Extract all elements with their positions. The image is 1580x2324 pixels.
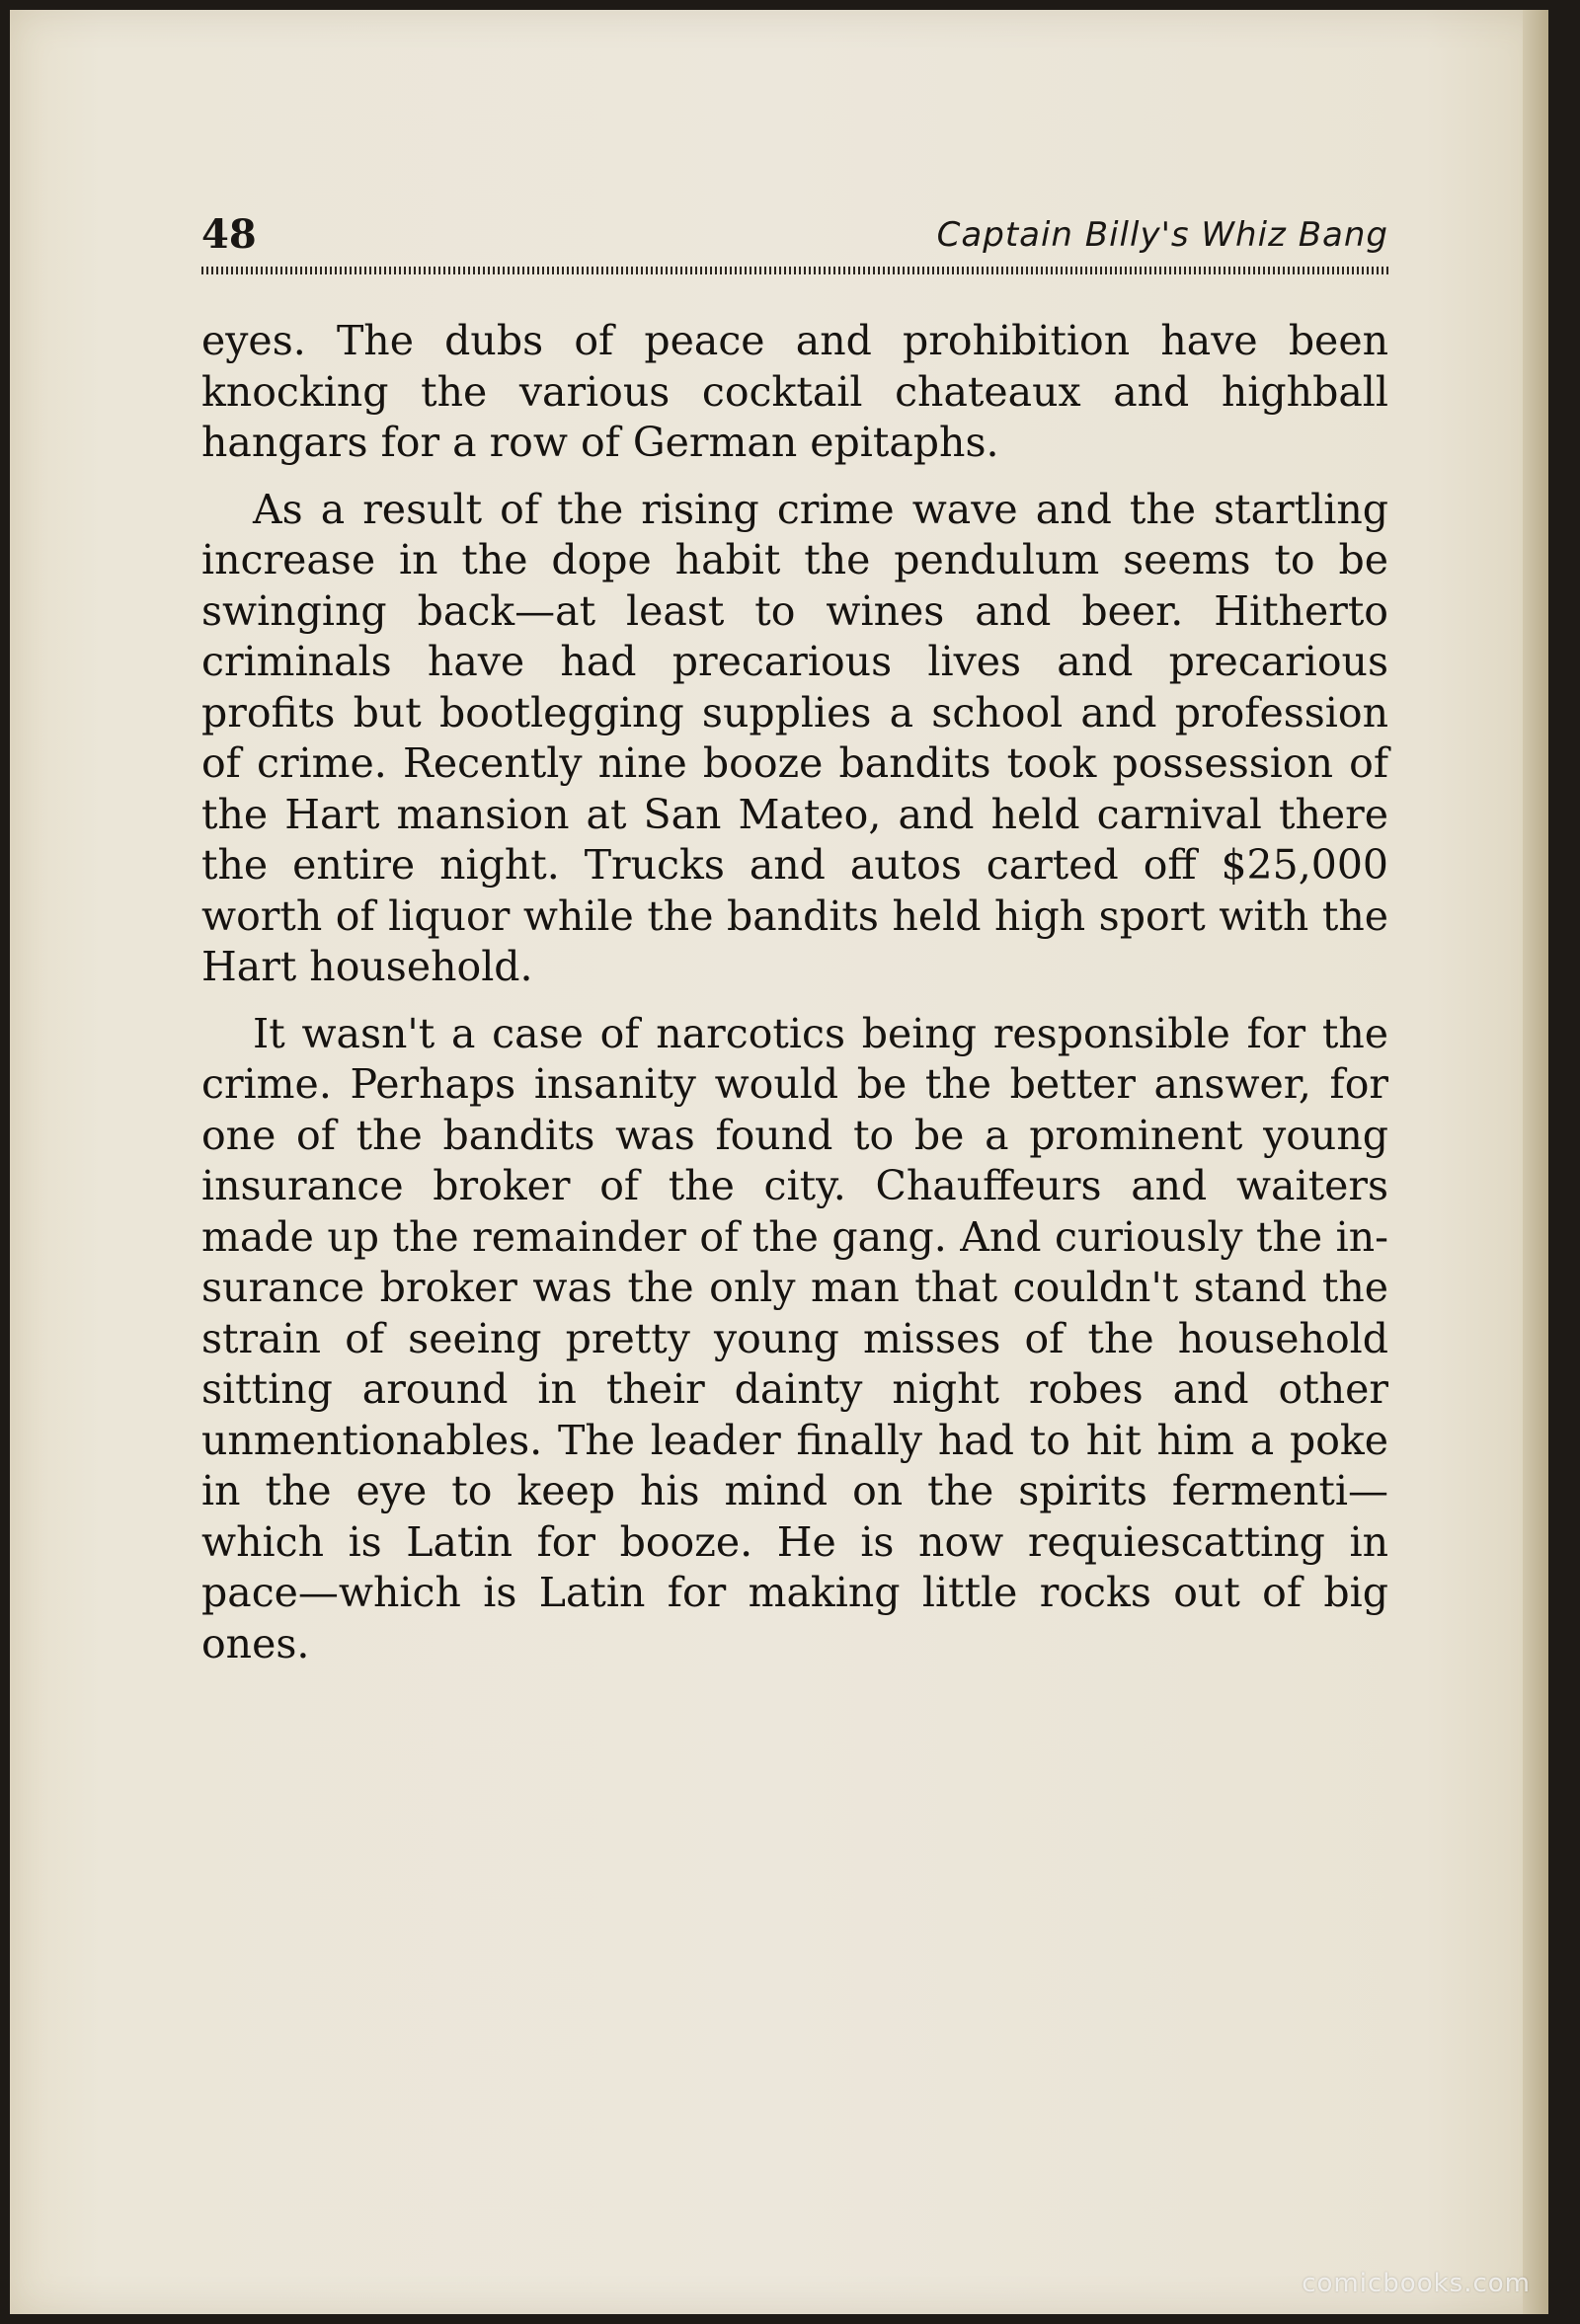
running-title: Captain Billy's Whiz Bang [936,215,1388,255]
article-body [201,316,1388,1685]
page-header [201,207,1388,276]
paragraph: It wasn't a case of narcotics being responsible for the crime. Perhaps insanity would be the better answer, for one of the bandits was found to be a prominent young insurance broker of the city. Chauffeurs and waiters made up the remainder of the gang. And curiously the insurance broker was the only man that couldn't stand the strain of seeing pretty young misses of the household sitting around in their dainty night robes and other unmentionables. The leader finally had to hit him a poke in the eye to keep his mind on the spirits fermenti—which is Latin for booze. He is now requiescatting in pace—which is Latin for making little rocks out of big ones. [201,1009,1388,1667]
page-number: 48 [201,211,257,258]
site-watermark: comicbooks.com [1302,2269,1531,2298]
book-page [10,10,1548,2314]
page-spine-edge [1523,10,1548,2314]
paragraph: As a result of the rising crime wave and the startling increase in the dope habit the pendulum seems to be swinging back—at least to wines and beer. Hitherto criminals have had precarious lives and precarious profits but bootlegging supplies a school and profession of crime. Recently nine booze bandits took possession of the Hart mansion at San Mateo, and held carnival there the entire night. Trucks and autos carted off $25,000 worth of liquor while the bandits held high sport with the Hart household. [201,485,1388,990]
header-rule [201,267,1388,274]
paragraph-continued: eyes. The dubs of peace and prohibition have been knocking the various cocktail chateaux and highball hangars for a row of German epitaphs. [201,317,1388,466]
